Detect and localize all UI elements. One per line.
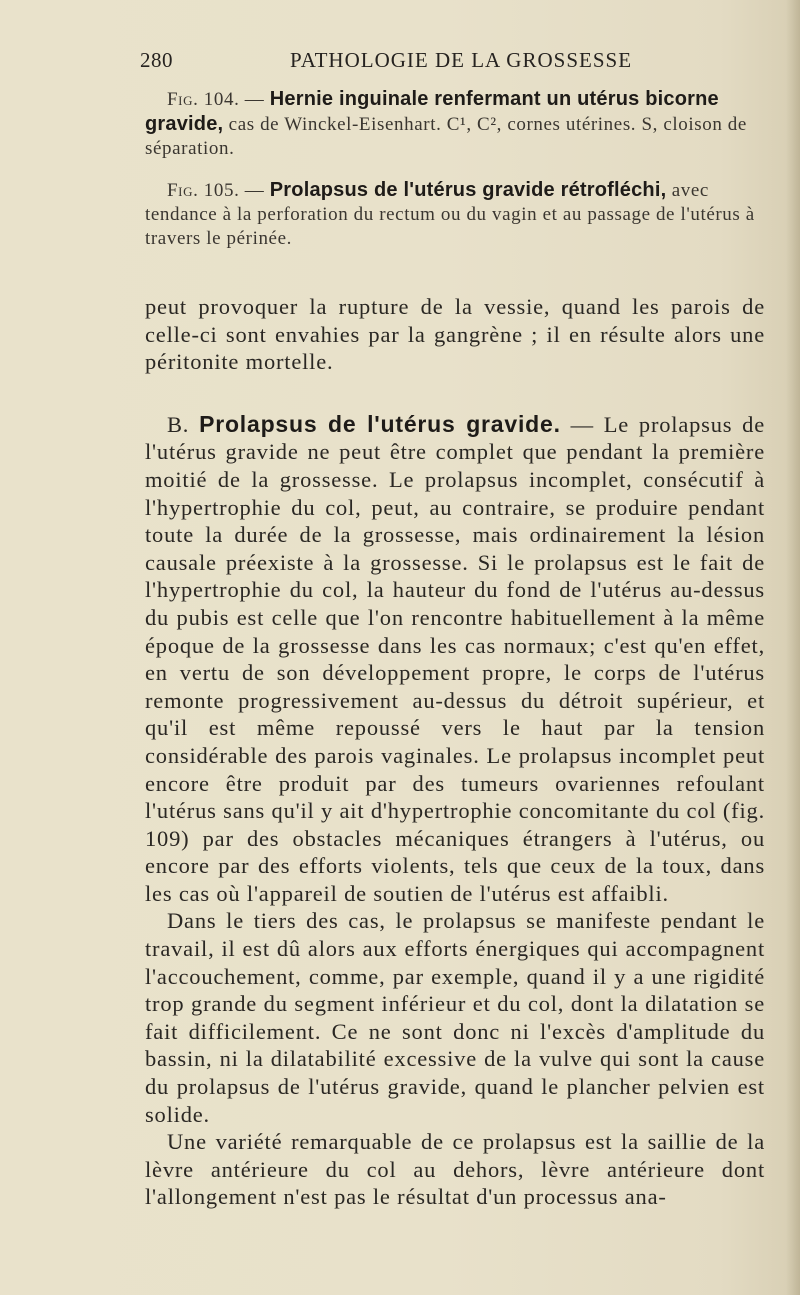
figure-captions [145,87,765,268]
page-number: 280 [140,48,173,72]
section-label: B. [167,411,190,437]
figure-label: Fig. 104. [167,89,240,110]
caption-title: Hernie inguinale renfermant un utérus bicorne gravide, [145,88,719,135]
figure-caption-105 [145,178,765,251]
section-separator: — [560,411,604,437]
body-paragraph: Dans le tiers des cas, le prolapsus se manifeste pendant le travail, il est dû alors aux efforts énergiques qui accompagnent l'accouchement, comme, par exemple, quand il y a une rigidité trop grande du segment inférieur et du col, dont la dilatation se fait difficilement. Ce ne sont donc ni l'excès d'amplitude du bassin, ni la dilatabilité excessive de la vulve qui sont la cause du prolapsus de l'utérus gravide, quand le plancher pelvien est solide. [145,908,765,1127]
section-title: Prolapsus de l'utérus gravide. [199,410,561,437]
page-header [140,48,640,78]
continuation-paragraph: peut provoquer la rupture de la vessie, quand les parois de celle-ci sont envahies par la gangrène ; il en résulte alors une péritonite mortelle. [145,294,765,375]
figure-label: Fig. 105. [167,180,240,201]
caption-separator: — [239,180,270,201]
section-text: Le prolapsus de l'utérus gravide ne peut être complet que pendant la première moitié de la grossesse. Le prolapsus incomplet, consécutif à l'hypertrophie du col, peut, au contraire, se produire pendant toute la durée de la grossesse, mais ordinairement la lésion causale préexiste à la grossesse. Si le prolapsus est le fait de l'hypertrophie du col, la hauteur du fond de l'utérus au-dessus du pubis est celle que l'on rencontre habituellement à la même époque de la grossesse dans les cas normaux; c'est qu'en effet, en vertu de son développement propre, le corps de l'utérus remonte progressivement au-dessus du détroit supérieur, et qu'il est même repoussé vers le haut par la tension considérable des parois vaginales. Le prolapsus incomplet peut encore être produit par des tumeurs ovariennes refoulant l'utérus sans qu'il y ait d'hypertrophie concomitante du col (fig. 109) par des obstacles mécaniques étrangers à l'utérus, ou encore par des efforts violents, tels que ceux de la toux, dans les cas où l'appareil de soutien de l'utérus est affaibli. [145,411,765,906]
caption-text: cas de Winckel-Eisenhart. C¹, C², cornes utérines. S, cloison de séparation. [145,114,747,159]
body-text [145,293,765,1211]
running-head: PATHOLOGIE DE LA GROSSESSE [290,48,633,72]
page-edge-shadow [786,0,800,1295]
caption-title: Prolapsus de l'utérus gravide rétrofléchi, [269,179,667,201]
caption-separator: — [239,89,270,110]
caption-text: avec tendance à la perforation du rectum ou du vagin et au passage de l'utérus à travers le périnée. [145,180,755,249]
section-paragraph [145,411,765,908]
figure-caption-104 [145,87,765,161]
section-spacer [145,376,765,411]
body-paragraph: Une variété remarquable de ce prolapsus est la saillie de la lèvre antérieure du col au dehors, lèvre antérieure dont l'allongement n'est pas le résultat d'un processus ana- [145,1129,765,1210]
